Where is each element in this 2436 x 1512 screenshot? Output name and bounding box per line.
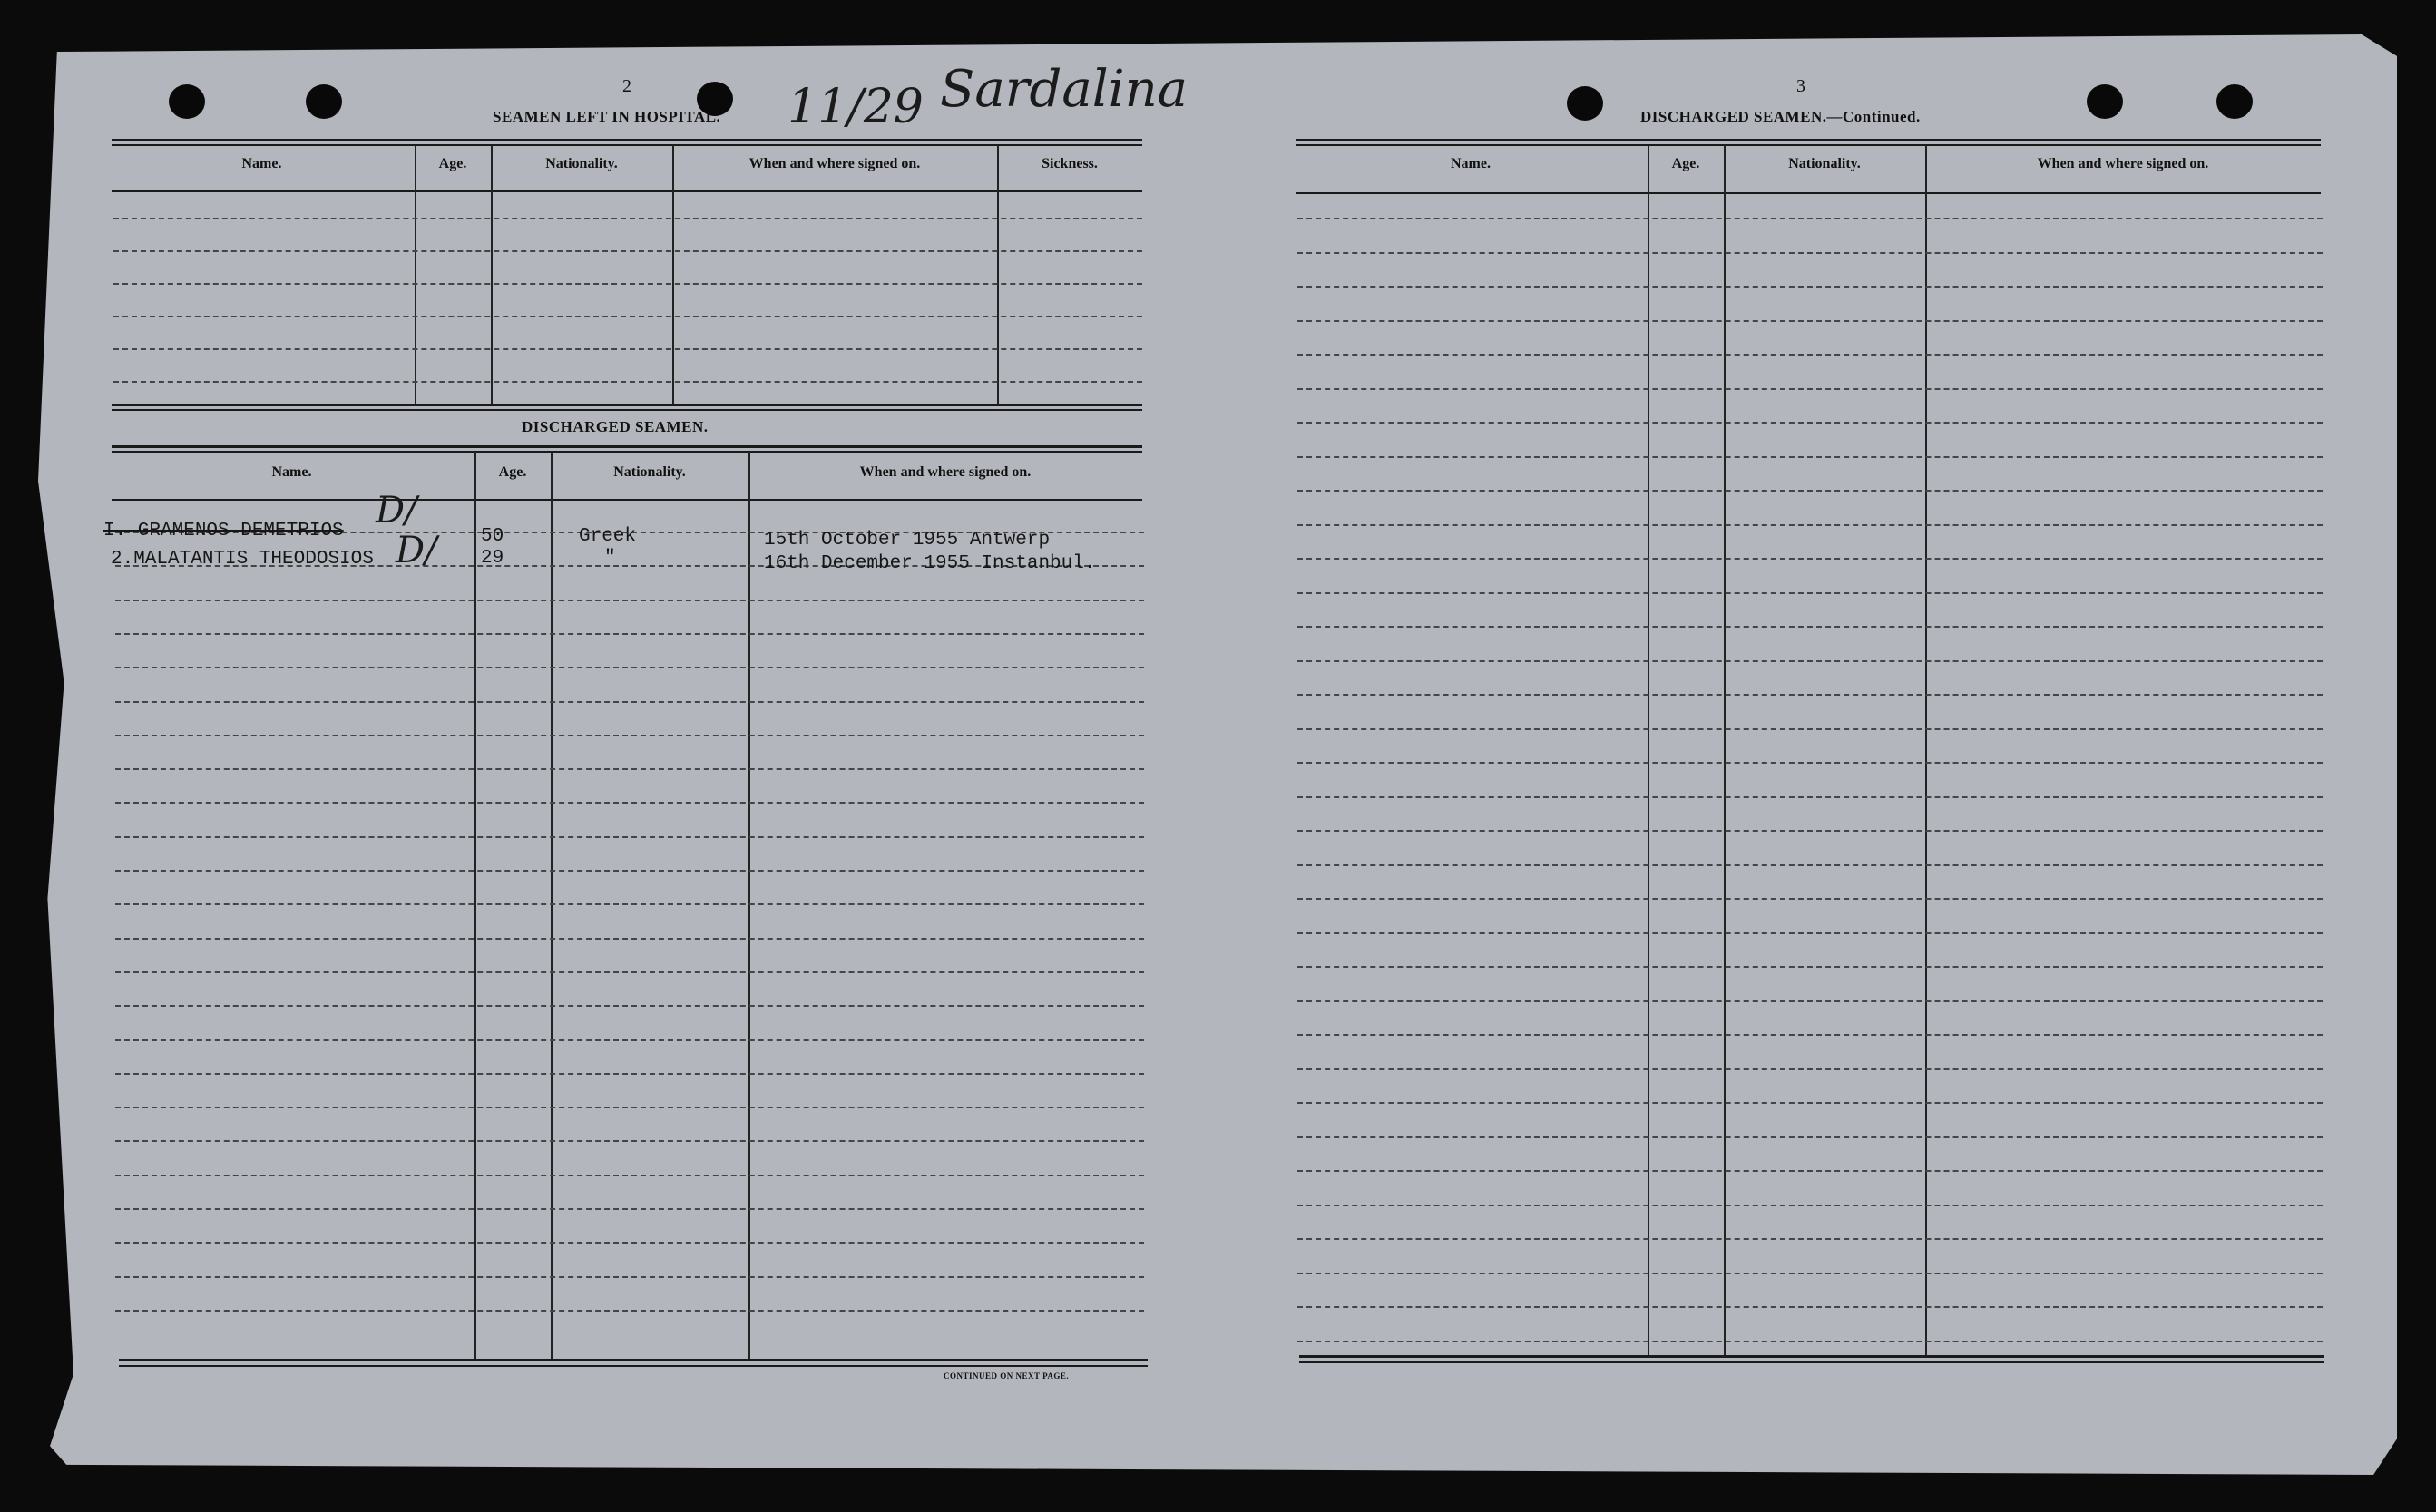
ruled-line [113, 348, 1142, 350]
ruled-line [1297, 898, 2323, 900]
column-divider [1648, 145, 1649, 1356]
ruled-line [1297, 456, 2323, 458]
ruled-line [1297, 1170, 2323, 1172]
column-divider [1925, 145, 1927, 1356]
continued-note: CONTINUED ON NEXT PAGE. [944, 1371, 1070, 1380]
seaman-name: 2.MALATANTIS THEODOSIOS [111, 549, 374, 570]
ruled-line [115, 1039, 1144, 1041]
column-header: Nationality. [1788, 156, 1861, 171]
handwritten-vessel-name: Sardalina [940, 60, 1189, 119]
column-header: Name. [241, 156, 282, 171]
ruled-line [1297, 252, 2323, 254]
seaman-nationality: " [604, 548, 616, 569]
ruled-line [115, 1242, 1144, 1244]
seaman-name: I. GRAMENOS DEMETRIOS [103, 521, 344, 541]
ruled-line [1297, 966, 2323, 968]
column-header: Name. [271, 464, 312, 480]
section-title-discharged: DISCHARGED SEAMEN. [522, 418, 709, 435]
ruled-line [115, 1276, 1144, 1278]
ruled-line [1297, 1102, 2323, 1104]
ruled-line [1297, 694, 2323, 696]
ruled-line [115, 1175, 1144, 1176]
ruled-line [115, 633, 1144, 635]
discharge-mark: D/ [376, 490, 417, 532]
column-header: Age. [1671, 156, 1700, 171]
column-header: When and where signed on. [2037, 156, 2209, 171]
ruled-line [115, 1140, 1144, 1142]
section-title-discharged-continued: DISCHARGED SEAMEN.—Continued. [1640, 108, 1921, 125]
ruled-line [115, 836, 1144, 838]
ruled-line [113, 250, 1142, 252]
ruled-line [1297, 1306, 2323, 1308]
ruled-line [115, 735, 1144, 736]
ruled-line [1297, 1205, 2323, 1206]
page-number: 3 [1796, 76, 1805, 96]
ruled-line [1297, 218, 2323, 219]
handwritten-date: 11/29 [788, 80, 924, 134]
ruled-line [115, 1208, 1144, 1210]
ruled-line [1297, 320, 2323, 322]
rule [119, 1365, 1148, 1367]
ruled-line [1297, 1238, 2323, 1240]
ruled-line [1297, 626, 2323, 628]
punch-hole [2216, 84, 2253, 119]
ruled-line [1297, 490, 2323, 492]
signed-on: 15th October 1955 Antwerp [764, 530, 1051, 551]
column-divider [1724, 145, 1726, 1356]
ruled-line [1297, 286, 2323, 288]
page-number: 2 [622, 76, 631, 96]
ruled-line [115, 1310, 1144, 1312]
column-header: Sickness. [1042, 156, 1098, 171]
rule [112, 409, 1142, 411]
ruled-line [1297, 354, 2323, 356]
rule [1296, 192, 2321, 194]
punch-hole [169, 84, 205, 119]
ruled-line [115, 1107, 1144, 1108]
column-header: When and where signed on. [859, 464, 1032, 480]
ruled-line [1297, 864, 2323, 866]
rule [112, 445, 1142, 448]
discharge-mark: D/ [396, 530, 437, 571]
column-divider [997, 145, 999, 404]
ruled-line [115, 903, 1144, 905]
ruled-line [1297, 660, 2323, 662]
column-header: Nationality. [545, 156, 618, 171]
ruled-line [1297, 388, 2323, 390]
seaman-age: 50 [481, 526, 504, 547]
column-header: Name. [1451, 156, 1491, 171]
section-title-hospital: SEAMEN LEFT IN HOSPITAL. [493, 108, 721, 125]
rule [112, 139, 1142, 141]
seaman-nationality: Greek [579, 526, 637, 547]
ruled-line [1297, 1000, 2323, 1002]
ruled-line [115, 802, 1144, 804]
punch-hole [2087, 84, 2123, 119]
ruled-line [1297, 728, 2323, 730]
rule [1296, 139, 2321, 141]
ruled-line [115, 938, 1144, 940]
column-divider [415, 145, 416, 404]
ruled-line [1297, 932, 2323, 934]
punch-hole [1567, 86, 1603, 121]
ruled-line [113, 316, 1142, 317]
ruled-line [113, 283, 1142, 285]
ruled-line [115, 971, 1144, 973]
seaman-age: 29 [481, 548, 504, 569]
ruled-line [113, 381, 1142, 383]
ruled-line [1297, 1068, 2323, 1070]
column-divider [672, 145, 674, 404]
rule [112, 404, 1142, 406]
ruled-line [1297, 796, 2323, 798]
ruled-line [115, 701, 1144, 703]
rule [119, 1359, 1148, 1361]
ruled-line [1297, 1273, 2323, 1274]
rule [112, 144, 1142, 146]
column-header: Nationality. [613, 464, 686, 480]
ruled-line [1297, 1034, 2323, 1036]
ruled-line [115, 1005, 1144, 1007]
rule [1296, 144, 2321, 146]
ruled-line [1297, 524, 2323, 526]
ruled-line [1297, 558, 2323, 560]
ruled-line [1297, 422, 2323, 424]
ruled-line [1297, 830, 2323, 832]
ruled-line [115, 1073, 1144, 1075]
ruled-line [115, 870, 1144, 872]
rule [112, 451, 1142, 453]
punch-hole [306, 84, 342, 119]
ruled-line [1297, 1341, 2323, 1342]
column-divider [491, 145, 493, 404]
rule [112, 499, 1142, 501]
ruled-line [115, 768, 1144, 770]
ruled-line [113, 218, 1142, 219]
ruled-line [115, 667, 1144, 668]
ruled-line [115, 600, 1144, 601]
signed-on: 16th December 1955 Instanbul. [764, 553, 1096, 574]
column-header: When and where signed on. [748, 156, 921, 171]
ruled-line [1297, 1136, 2323, 1138]
rule [1299, 1355, 2324, 1358]
rule [1299, 1361, 2324, 1363]
ruled-line [1297, 592, 2323, 594]
ruled-line [1297, 762, 2323, 764]
rule [112, 190, 1142, 192]
column-header: Age. [438, 156, 467, 171]
column-header: Age. [498, 464, 527, 480]
